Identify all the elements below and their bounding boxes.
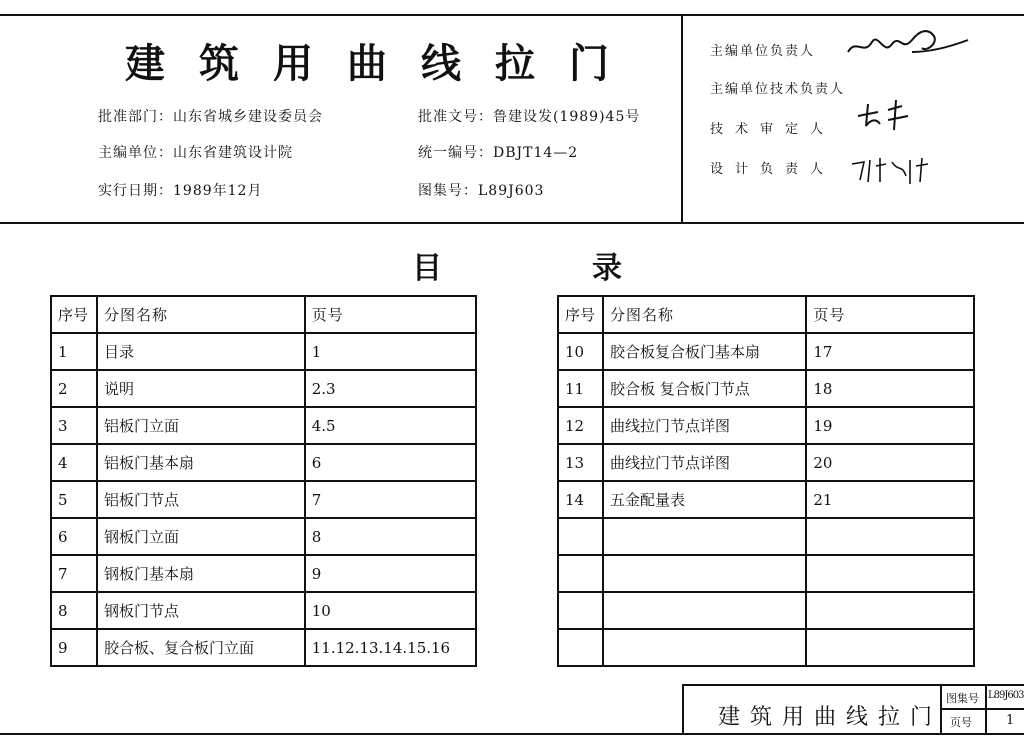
table-header-row — [558, 296, 974, 333]
header-bottom-border — [0, 222, 1024, 224]
unified-no: 统一编号：DBJT14—2 — [418, 145, 579, 161]
row-no: 11 — [558, 370, 603, 407]
approval-doc: 批准文号：鲁建设发(1989)45号 — [418, 109, 641, 125]
table-row-empty — [558, 518, 974, 555]
col-header-no: 序号 — [51, 296, 97, 333]
resp-tech-chief: 主编单位技术负责人 — [710, 82, 846, 97]
row-page: 2.3 — [305, 370, 476, 407]
toc-title: 目录 — [412, 251, 772, 286]
toc-table-right — [557, 295, 975, 667]
table-row-empty — [558, 555, 974, 592]
row-page: 4.5 — [305, 407, 476, 444]
row-page: 19 — [806, 407, 974, 444]
row-no: 3 — [51, 407, 97, 444]
table-row — [558, 481, 974, 518]
table-row — [558, 444, 974, 481]
col-header-name: 分图名称 — [603, 296, 806, 333]
table-row — [558, 407, 974, 444]
row-no: 14 — [558, 481, 603, 518]
row-no: 2 — [51, 370, 97, 407]
footer-atlas-value: L89J603 — [988, 690, 1024, 701]
header-divider — [681, 14, 683, 224]
row-page: 1 — [305, 333, 476, 370]
row-page: 21 — [806, 481, 974, 518]
resp-design-lead: 设计负责人 — [710, 162, 836, 177]
table-row — [51, 444, 476, 481]
row-name: 钢板门节点 — [97, 592, 305, 629]
row-name: 五金配量表 — [603, 481, 806, 518]
col-header-no: 序号 — [558, 296, 603, 333]
row-no: 9 — [51, 629, 97, 666]
row-page: 17 — [806, 333, 974, 370]
footer-left-border — [682, 684, 684, 734]
row-no: 6 — [51, 518, 97, 555]
signature-1 — [842, 22, 972, 66]
atlas-no: 图集号：L89J603 — [418, 183, 545, 199]
table-row — [51, 481, 476, 518]
row-name: 铝板门立面 — [97, 407, 305, 444]
row-name: 铝板门节点 — [97, 481, 305, 518]
bottom-border — [0, 733, 1024, 735]
table-row — [51, 370, 476, 407]
footer-page-value: 1 — [1006, 713, 1015, 728]
col-header-name: 分图名称 — [97, 296, 305, 333]
resp-chief-editor: 主编单位负责人 — [710, 44, 816, 59]
row-no: 1 — [51, 333, 97, 370]
signature-3 — [846, 152, 936, 192]
document-title: 建筑用曲线拉门 — [125, 40, 643, 87]
row-page: 11.12.13.14.15.16 — [305, 629, 476, 666]
footer-page-label: 页号 — [950, 716, 972, 729]
row-no: 13 — [558, 444, 603, 481]
row-page: 9 — [305, 555, 476, 592]
row-name: 钢板门立面 — [97, 518, 305, 555]
table-row — [51, 407, 476, 444]
col-header-page: 页号 — [305, 296, 476, 333]
row-name: 胶合板复合板门基本扇 — [603, 333, 806, 370]
table-row — [51, 518, 476, 555]
row-name: 胶合板 复合板门节点 — [603, 370, 806, 407]
approval-dept: 批准部门：山东省城乡建设委员会 — [98, 109, 323, 125]
row-no: 10 — [558, 333, 603, 370]
table-row — [51, 629, 476, 666]
footer-atlas-label: 图集号 — [946, 692, 979, 705]
row-page: 10 — [305, 592, 476, 629]
row-name: 曲线拉门节点详图 — [603, 444, 806, 481]
col-header-page: 页号 — [806, 296, 974, 333]
row-name: 说明 — [97, 370, 305, 407]
top-border — [0, 14, 1024, 16]
footer-cell-divider — [940, 708, 1024, 710]
impl-date: 实行日期：1989年12月 — [98, 183, 263, 199]
footer-top-border — [682, 684, 1024, 686]
row-page: 8 — [305, 518, 476, 555]
row-no: 5 — [51, 481, 97, 518]
table-row-empty — [558, 629, 974, 666]
editor-unit: 主编单位：山东省建筑设计院 — [98, 145, 293, 161]
table-row — [51, 555, 476, 592]
row-name: 曲线拉门节点详图 — [603, 407, 806, 444]
table-row — [51, 333, 476, 370]
row-name: 目录 — [97, 333, 305, 370]
table-row — [558, 370, 974, 407]
resp-tech-reviewer: 技术审定人 — [710, 122, 836, 137]
row-page: 6 — [305, 444, 476, 481]
row-name: 铝板门基本扇 — [97, 444, 305, 481]
row-name: 胶合板、复合板门立面 — [97, 629, 305, 666]
row-name: 钢板门基本扇 — [97, 555, 305, 592]
table-row-empty — [558, 592, 974, 629]
row-page: 20 — [806, 444, 974, 481]
row-no: 12 — [558, 407, 603, 444]
table-header-row — [51, 296, 476, 333]
toc-table-left — [50, 295, 477, 667]
table-row — [558, 333, 974, 370]
row-page: 7 — [305, 481, 476, 518]
signature-2 — [852, 96, 922, 136]
footer-title: 建筑用曲线拉门 — [718, 705, 943, 730]
row-no: 4 — [51, 444, 97, 481]
row-page: 18 — [806, 370, 974, 407]
row-no: 8 — [51, 592, 97, 629]
table-row — [51, 592, 476, 629]
row-no: 7 — [51, 555, 97, 592]
